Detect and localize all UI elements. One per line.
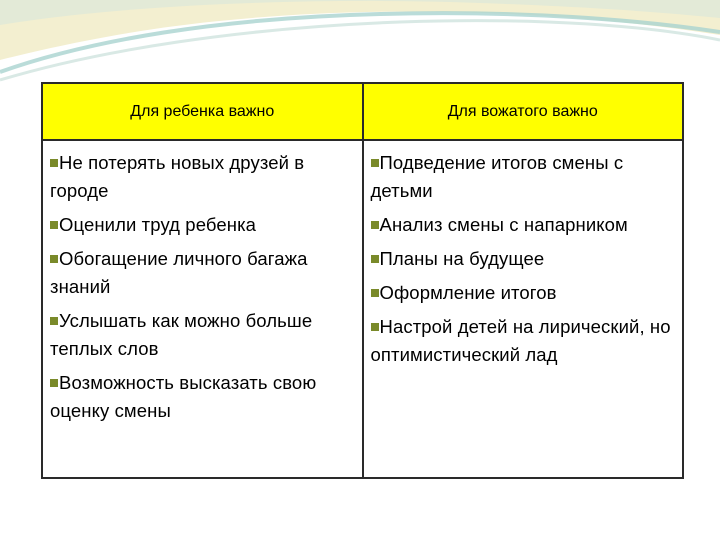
square-bullet-icon (371, 323, 379, 331)
list-item: Обогащение личного багажа знаний (50, 248, 308, 297)
list-item: Услышать как можно больше теплых слов (50, 310, 313, 359)
square-bullet-icon (371, 221, 379, 229)
list-item: Планы на будущее (371, 245, 677, 273)
list-item: Анализ смены с напарником (371, 211, 677, 239)
list-item: Подведение итогов смены с детьми (370, 152, 624, 201)
list-item: Настрой детей на лирический, но оптимистический лад (370, 316, 671, 365)
list-item: Оценили труд ребенка (50, 211, 356, 239)
square-bullet-icon (371, 289, 379, 297)
comparison-table (41, 82, 684, 479)
body-row (42, 140, 683, 478)
square-bullet-icon (50, 255, 58, 263)
square-bullet-icon (371, 159, 379, 167)
header-child: Для ребенка важно (42, 83, 363, 140)
header-row (42, 83, 683, 140)
square-bullet-icon (50, 379, 58, 387)
list-item: Оформление итогов (371, 279, 677, 307)
column-counselor (363, 140, 684, 478)
list-item: Не потерять новых друзей в городе (50, 152, 305, 201)
decorative-swoosh (0, 0, 720, 90)
header-counselor: Для вожатого важно (363, 83, 684, 140)
square-bullet-icon (371, 255, 379, 263)
square-bullet-icon (50, 159, 58, 167)
list-item: Возможность высказать свою оценку смены (50, 372, 317, 421)
square-bullet-icon (50, 221, 58, 229)
square-bullet-icon (50, 317, 58, 325)
column-child (42, 140, 363, 478)
